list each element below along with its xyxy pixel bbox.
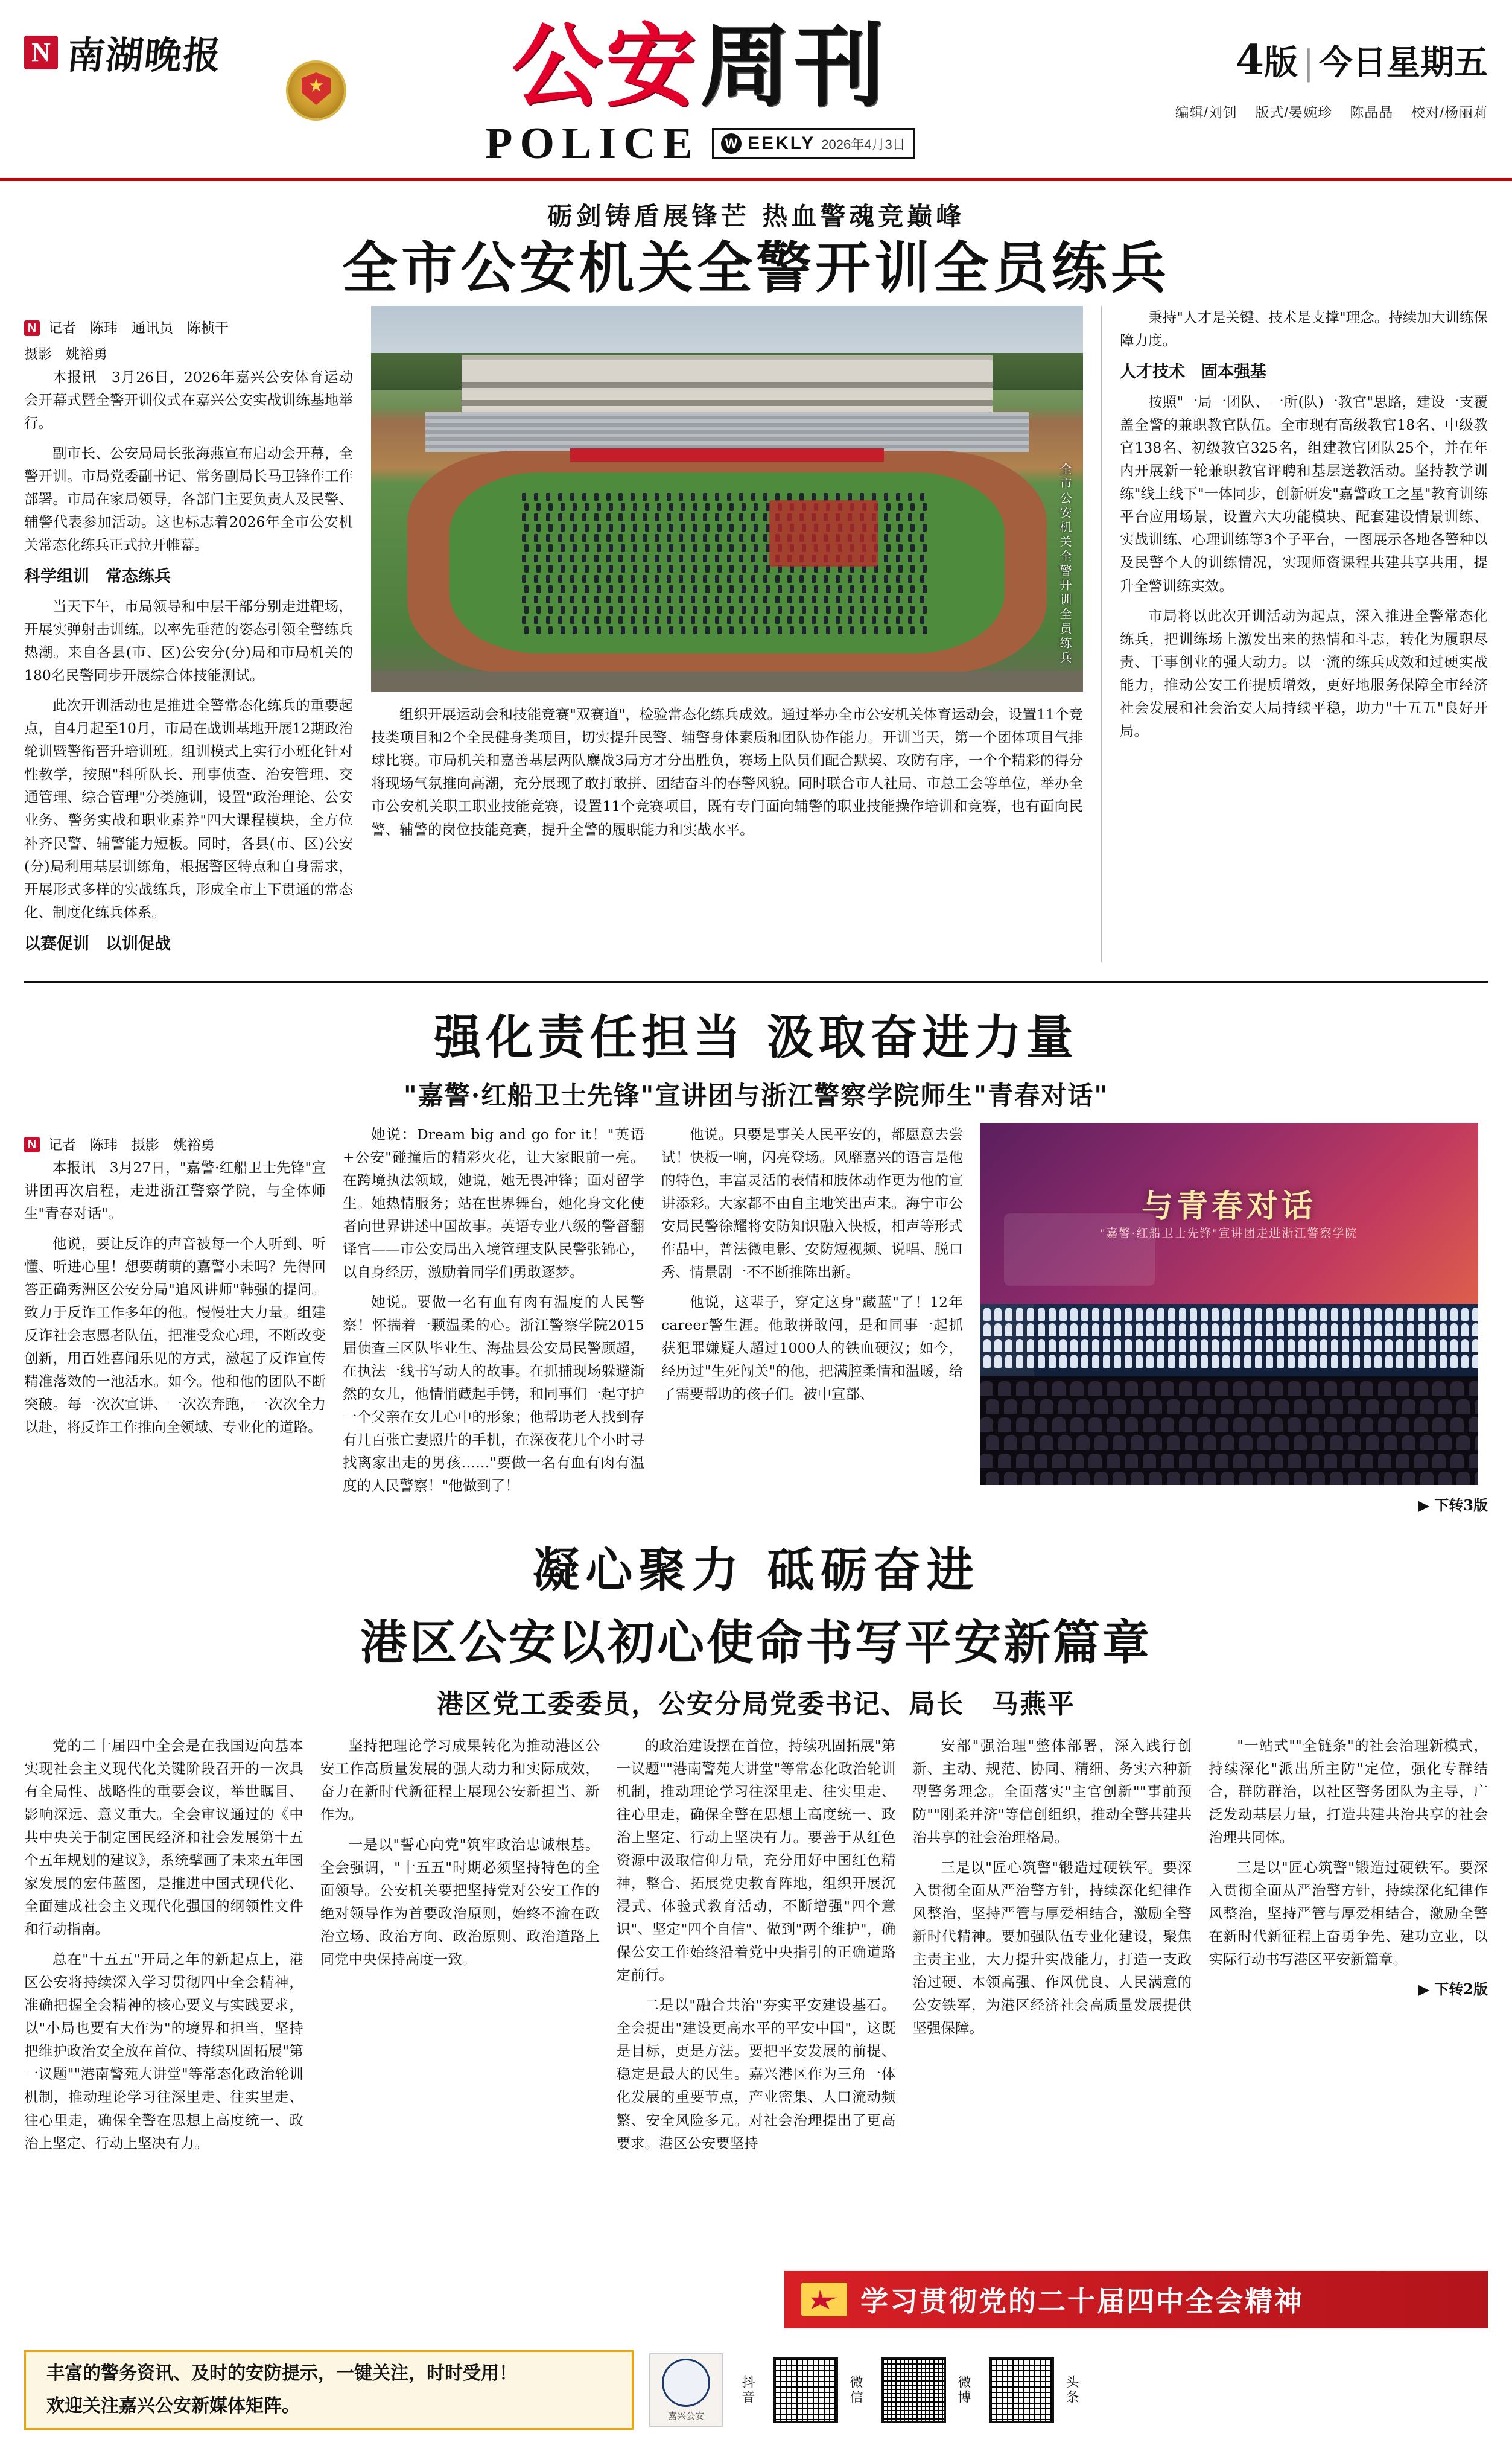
qr-group-wechat[interactable] [773,2357,865,2423]
qr-group-toutiao[interactable] [989,2357,1081,2423]
article-1-columns [24,306,1488,962]
article-2-byline-text: 记者 陈玮 摄影 姚裕勇 [48,1136,215,1152]
article-2-p6: 他说，这辈子，穿定这身"藏蓝"了！12年career警生涯。他敢拼敢闯，是和同事一起抓获犯罪嫌疑人超过1000人的铁血硬汉；如今，经历过"生死闯关"的他，把满腔柔情和温暖，给了需要帮助的孩子们。被中宣部、 [661,1293,963,1403]
douyin-icon [662,2359,710,2407]
weekly-label: EEKLY [748,133,816,153]
article-1-p6: 秉持"人才是关键、技术是支撑"理念。持续加大训练保障力度。 [1120,309,1488,349]
article-1-byline-photo: 摄影 姚裕勇 [24,346,107,362]
article-3-col-4 [912,1734,1192,2162]
article-1-col-2-text [371,703,1083,841]
article-2-photo-column [980,1123,1488,1514]
lecture-stage-photo [980,1123,1478,1485]
weekly-stamp [712,128,915,159]
article-3-p6: 二是以"融合共治"夯实平安建设基石。全会提出"建设更高水平的平安中国"，这既是目标，更是方法。要把平安发展的前提、稳定是最大的民生。嘉兴港区作为三角一体化发展的重要节点，产业密集、人口流动频繁、安全风险多元。对社会治理提出了更高要求。港区公安要坚持 [616,1997,896,2152]
qr-code-wechat[interactable] [773,2357,838,2423]
section-rule-1 [24,981,1488,983]
credit-layout: 版式/晏婉珍 [1255,104,1332,120]
byline-badge-icon: N [24,1137,40,1152]
choir-row [980,1304,1478,1376]
article-2-columns [24,1123,1488,1514]
footer [24,2342,1488,2438]
article-1-p1: 本报讯 3月26日，2026年嘉兴公安体育运动会开幕式暨全警开训仪式在嘉兴公安实战训练基地举行。 [24,368,353,431]
article-3 [0,1533,1512,2162]
qr-code-toutiao[interactable] [989,2357,1054,2423]
supplement-title [253,6,1146,119]
supplement-title-black: 周刊 [700,13,889,119]
qr-label-wechat: 微信 [848,2375,863,2405]
article-3-headline-2: 港区公安以初心使命书写平安新篇章 [360,1615,1152,1670]
weekly-w-icon: W [721,133,742,154]
article-2-turn: ▶ 下转3版 [1418,1496,1488,1514]
article-3-col-5 [1209,1734,1488,2162]
party-emblem-icon [801,2283,847,2316]
article-3-p10: 三是以"匠心筑警"锻造过硬铁军。要深入贯彻全面从严治警方针，持续深化纪律作风整治，坚持严管与厚爱相结合，激励全警在新时代新征程上奋勇争先、建功立业，以实际行动书写港区平安新篇章。 [1209,1858,1488,1968]
article-1-p3: 当天下午，市局领导和中层干部分别走进靶场，开展实弹射击训练。以率先垂范的姿态引领全警练兵热潮。来自各县(市、区)公安分(分)局和市局机关的180名民警同步开展综合体技能测试。 [24,597,353,684]
article-1-p7: 按照"一局一团队、一所(队)一教官"思路，建设一支覆盖全警的兼职教官队伍。全市现有高级教官18名、中级教官138名、初级教官325名，组建教官团队25个，并在年内开展新一轮兼职教官评聘和基层送教活动。坚持教学训练"线上线下"一体同步，创新研发"嘉警政工之星"教育训练平台应用场景，设置六大功能模块、配套建设情景训练、实战训练、心理训练等3个子平台，一图展示各地各警种以及民警个人的训练情况，实现师资课程共建共享共用，提升全警训练实效。 [1120,393,1488,594]
article-1-byline [24,317,353,339]
qr-label-toutiao: 头条 [1064,2375,1079,2405]
audience-seats [980,1376,1478,1485]
article-3-p2: 总在"十五五"开局之年的新起点上，港区公安将持续深入学习贯彻四中全会精神，准确把握全会精神的核心要义与实践要求，以"小局也要有大作为"的境界和担当，坚持把维护政治安全放在首位、持续巩固拓展"第一议题""港南警苑大讲堂"等常态化政治轮训机制，推动理论学习往深里走、往实里走、往心里走，确保全警在思想上高度统一、政治上坚定、行动上坚决有力。 [24,1951,303,2152]
article-2-p4: 她说。要做一名有血有肉有温度的人民警察！怀揣着一颗温柔的心。浙江警察学院2015届侦查三区队毕业生、海盐县公安局民警顾超，在执法一线书写动人的故事。在抓捕现场躲避渐然的女儿，他情悄藏起手铐，和同事们一起守护一个父亲在女儿心中的形象；他帮助老人找到存有几百张亡妻照片的手机，在深夜花几个小时寻找离家出走的男孩……"要做一名有血有肉有温度的人民警察！"他做到了！ [343,1293,644,1495]
article-2-col-3 [661,1123,963,1514]
credit-layout-2: 陈晶晶 [1350,104,1394,120]
stage-banner-title: 与青春对话 [1141,1187,1317,1225]
article-2 [0,1000,1512,1514]
supplement-title-en: POLICE [485,118,700,168]
article-1-p5: 组织开展运动会和技能竞赛"双赛道"，检验常态化练兵成效。通过举办全市公安机关体育运动会，设置11个竞技类项目和2个全民健身类项目，切实提升民警、辅警身体素质和团队协作能力。开训当天，第一个团体项目气排球比赛。市局机关和嘉善基层两队鏖战3局方才分出胜负，赛场上队员们配合默契、攻防有序，一个个精彩的得分将现场气氛推向高潮，充分展现了敢打敢拼、团结奋斗的春警风貌。同时联合市人社局、市总工会等单位，举办全市公安机关职工职业技能竞赛，设置11个竞赛项目，既有专门面向辅警的职业技能操作培训和竞赛，也有面向民警、辅警的岗位技能竞赛，提升全警的履职能力和实战水平。 [371,706,1083,838]
douyin-code-card[interactable] [649,2353,723,2427]
article-1-photo-column [371,306,1083,962]
qr-label-douyin: 抖音 [740,2375,755,2405]
article-2-byline [24,1134,326,1156]
qr-group-weibo[interactable] [881,2357,973,2423]
paper-logo-badge: N [24,36,58,69]
article-1-subhead-2: 以赛促训 以训促战 [24,934,171,953]
masthead-right [1162,36,1488,121]
police-emblem-icon [278,48,355,126]
page-unit: 版 [1264,43,1298,83]
photo-caption: 全市公安机关全警开训全员练兵 [1058,463,1071,666]
masthead [0,0,1512,181]
page-number-line: 4版 | 今日星期五 [1235,36,1488,84]
article-3-col-2 [320,1734,600,2162]
article-3-p4: 一是以"誓心向党"筑牢政治忠诚根基。全会强调，"十五五"时期必须坚持特色的全面领导。公安机关要把坚持党对公安工作的绝对领导作为首要政治原则，始终不渝在政治立场、政治方向、政治原则、政治道路上同党中央保持高度一致。 [320,1835,600,1968]
douyin-caption: 嘉兴公安 [667,2411,704,2421]
article-3-p1: 党的二十届四中全会是在我国迈向基本实现社会主义现代化关键阶段召开的一次具有全局性、战略性的重要会议，举世瞩目、影响深远、意义重大。全会审议通过的《中共中央关于制定国民经济和社会发展第十五个五年规划的建议》，系统擘画了未来五年国家发展的宏伟蓝图，是推进中国式现代化、全面建成社会主义现代化强国的纲领性文件和行动指南。 [24,1737,303,1938]
article-3-p5: 的政治建设摆在首位，持续巩固拓展"第一议题""港南警苑大讲堂"等常态化政治轮训机制，推动理论学习往深里走、往实里走、往心里走，确保全警在思想上高度统一、政治上坚定、行动上坚决有力。要善于从红色资源中汲取信仰力量，充分用好中国红色精神，整合、拓展党史教育阵地，组织开展沉浸式、体验式教育活动，不断增强"四个意识"、坚定"四个自信"、做到"两个维护"，确保公安工作始终沿着党中央指引的正确道路定前行。 [616,1737,896,1984]
stadium-formation-photo [371,306,1083,692]
article-1-subhead-3: 人才技术 固本强基 [1120,363,1266,382]
paper-name: 南湖晚报 [65,33,224,77]
article-3-subhead: 港区党工委委员，公安分局党委书记、局长 马燕平 [437,1688,1075,1720]
article-2-col-1 [24,1123,326,1514]
credit-editor: 编辑/刘钊 [1175,104,1238,120]
supplement-title-en-row [253,118,1146,170]
article-3-columns [24,1734,1488,2162]
slogan-text: 学习贯彻党的二十届四中全会精神 [860,2285,1304,2318]
column-divider [1101,306,1102,962]
article-3-p3: 坚持把理论学习成果转化为推动港区公安工作高质量发展的强大动力和实际成效，奋力在新时代新征程上展现公安新担当、新作为。 [320,1737,600,1823]
article-2-headline: 强化责任担当 汲取奋进力量 [434,1009,1078,1065]
credit-proof: 校对/杨丽莉 [1411,104,1488,120]
article-3-col-3 [617,1734,896,2162]
article-1-col-1 [24,306,353,962]
byline-badge-icon: N [24,320,40,336]
masthead-credits [1162,101,1488,121]
issue-date: 2026年4月3日 [821,136,906,152]
article-1-shoulder: 砺剑铸盾展锋芒 热血警魂竞巅峰 [547,202,965,231]
slogan-banner [784,2271,1488,2328]
byline-reporter: 记者 陈玮 通讯员 陈桢干 [48,320,229,336]
article-1-headline: 全市公安机关全警开训全员练兵 [341,235,1170,300]
promo-line-1: 丰富的警务资讯、及时的安防提示，一键关注，时时受用！ [46,2363,517,2384]
article-2-col-2 [343,1123,644,1514]
article-1-p4: 此次开训活动也是推进全警常态化练兵的重要起点，自4月起至10月，市局在战训基地开展12期政治轮训暨警衔晋升培训班。组训模式上实行小班化针对性教学，按照"科所队长、刑事侦查、治安管理、交通管理、综合管理"分类施训，设置"政治理论、公安业务、警务实战和职业素养"四大课程模块，全方位补齐民警、辅警能力短板。同时，各县(市、区)公安(分)局利用基层训练角，根据警区特点和自身需求，开展形式多样的实战练兵，形成全市上下贯通的常态化、制度化练兵体系。 [24,697,353,921]
article-3-turn: ▶ 下转2版 [1418,1980,1488,1998]
article-2-p5: 他说。只要是事关人民平安的，都愿意去尝试！快板一响，闪亮登场。风靡嘉兴的语言是他的特色，丰富灵活的表情和肢体动作更为他的宣讲添彩。大家都不由自主地笑出声来。海宁市公安局民警徐耀将安防知识融入快板，相声等形式作品中，普法微电影、安防短视频、说唱、脱口秀、情景剧一不不断推陈出新。 [661,1125,963,1280]
qr-label-weibo: 微博 [956,2375,971,2405]
article-2-p1: 本报讯 3月27日，"嘉警·红船卫士先锋"宣讲团再次启程，走进浙江警察学院，与全体师生"青春对话"。 [24,1158,326,1222]
promo-line-2: 欢迎关注嘉兴公安新媒体矩阵。 [46,2395,300,2417]
paper-nameplate [24,25,222,79]
article-3-p7: 安部"强治理"整体部署，深入践行创新、主动、规范、协同、精细、务实六种新型警务理念。全面落实"主官创新""事前预防""刚柔并济"等信创组织，推动全警共建共治共享的社会治理格局。 [912,1737,1192,1846]
article-2-p2: 他说，要让反诈的声音被每一个人听到、听懂、听进心里！想要萌萌的嘉警小未吗？先得回答正确秀洲区公安分局"追风讲师"韩强的提问。致力于反诈工作多年的他。慢慢壮大力量。组建反诈社会志愿者队伍，把准受众心理，不断改变创新，用百姓喜闻乐见的方式，激起了反诈宣传精准落效的一池活水。如今。他和他的团队不断突破。每一次次宣讲、一次次奔跑，一次次全力以赴，将反诈工作推向全领域、专业化的道路。 [24,1235,326,1436]
article-1-p2: 副市长、公安局局长张海燕宣布启动会开幕，全警开训。市局党委副书记、常务副局长马卫锋作工作部署。市局在家局领导，各部门主要负责人及民警、辅警代表参加活动。这也标志着2026年全市公安机关常态化练兵正式拉开帷幕。 [24,444,353,554]
article-3-headline-1: 凝心聚力 砥砺奋进 [532,1542,980,1598]
article-3-col-1 [24,1734,303,2162]
article-2-p3: 她说：Dream big and go for it！"英语+公安"碰撞后的精彩火花，让大家眼前一亮。在跨境执法领域，她说，她无畏冲锋；面对留学生。她热情服务；站在世界舞台，她化身文化使者向世界讲述中国故事。英语专业八级的警督翻译官——市公安局出入境管理支队民警张锦心，以自身经历，激励着同学们勇敢逐梦。 [343,1125,644,1280]
article-1 [0,197,1512,962]
article-3-p9: "一站式""全链条"的社会治理新模式，持续深化"派出所主防"定位，强化专群结合，群防群治，以社区警务团队为主导，广泛发动基层力量，打造共建共治共享的社会治理共同体。 [1209,1737,1488,1846]
qr-code-weibo[interactable] [881,2357,946,2423]
article-1-subhead-1: 科学组训 常态练兵 [24,567,171,586]
supplement-title-red: 公安 [511,13,700,119]
article-1-p8: 市局将以此次开训活动为起点，深入推进全警常态化练兵，把训练场上激发出来的热情和斗志，转化为履职尽责、干事创业的强大动力。以一流的练兵成效和过硬实战能力，推动公安工作提质增效，更好地服务保障全市经济社会发展和社会治安大局持续平稳，助力"十五五"良好开局。 [1120,607,1488,739]
article-3-p8: 三是以"匠心筑警"锻造过硬铁军。要深入贯彻全面从严治警方针，持续深化纪律作风整治，坚持严管与厚爱相结合，激励全警新时代精神。要加强队伍专业化建设，聚焦主责主业，大力提升实战能力，打造一支政治过硬、本领高强、作风优良、人民满意的公安铁军，为港区经济社会高质量发展提供坚强保障。 [912,1858,1192,2037]
stage-banner-sub: "嘉警·红船卫士先锋"宣讲团走进浙江警察学院 [1100,1227,1358,1240]
weekday-label: 今日星期五 [1319,43,1488,83]
article-1-col-3 [1120,306,1488,962]
article-2-subhead: "嘉警·红船卫士先锋"宣讲团与浙江警察学院师生"青春对话" [403,1080,1109,1110]
supplement-title-block [253,6,1146,170]
promo-box [24,2350,634,2430]
page-number: 4 [1235,36,1265,84]
